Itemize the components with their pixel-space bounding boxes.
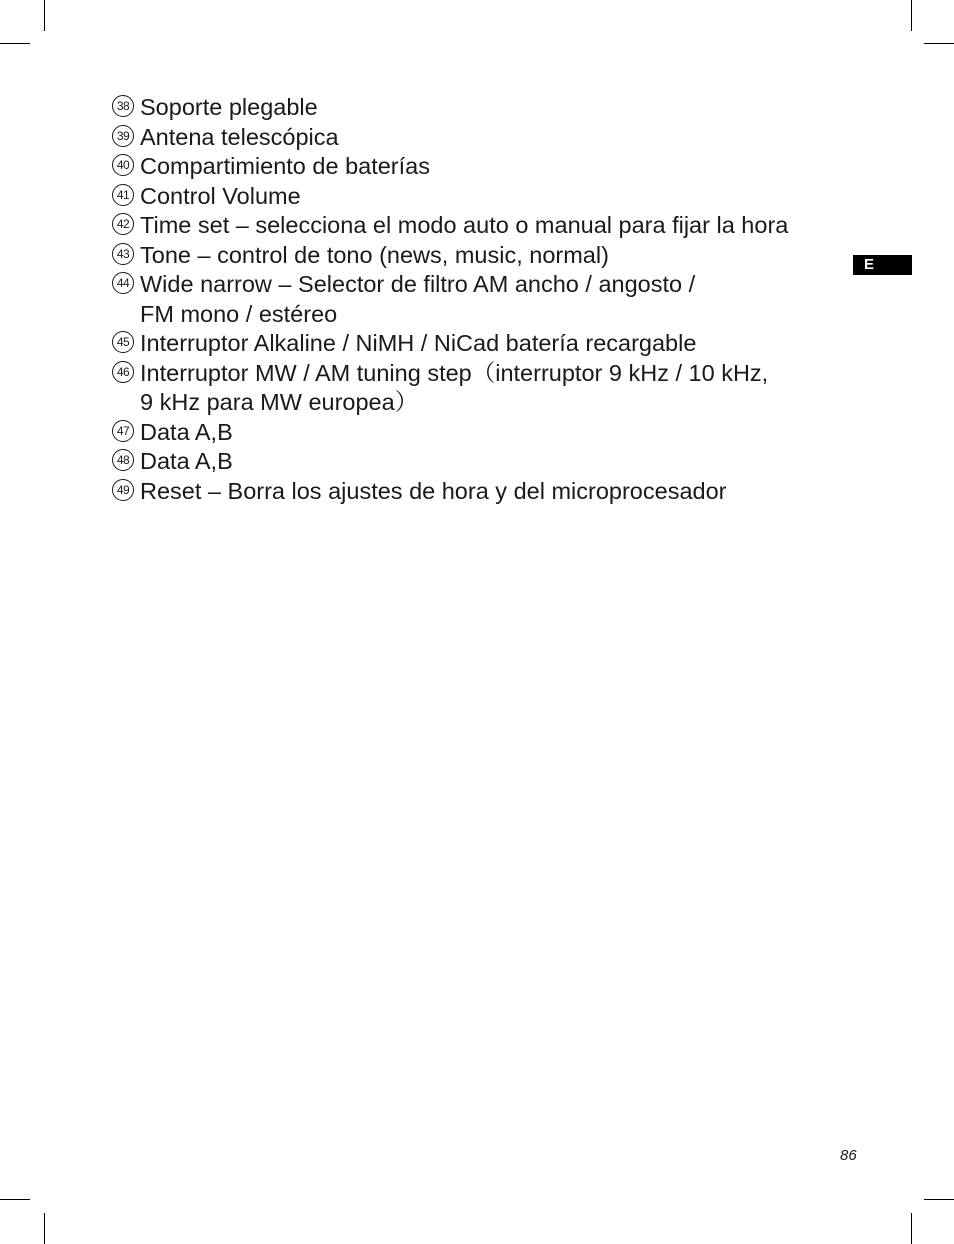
crop-mark-bottom-left-vertical (44, 1213, 45, 1244)
item-text-line: Interruptor MW / AM tuning step（interruptor 9 kHz / 10 kHz, (140, 359, 769, 386)
item-number-badge: 42 (112, 213, 134, 235)
item-number-badge: 49 (112, 479, 134, 501)
crop-mark-bottom-right-horizontal (924, 1199, 954, 1200)
list-item (112, 152, 852, 182)
list-item (112, 211, 852, 241)
item-text (140, 152, 852, 182)
item-text-line: Reset – Borra los ajustes de hora y del microprocesador (140, 477, 727, 504)
list-item (112, 270, 852, 329)
item-text-line: Soporte plegable (140, 94, 318, 120)
list-item (112, 123, 852, 153)
item-text-line: Data A,B (140, 448, 233, 474)
item-text-line: 9 kHz para MW europea） (140, 389, 419, 415)
list-item (112, 418, 852, 448)
item-text-line: Compartimiento de baterías (140, 153, 430, 179)
crop-mark-top-left-vertical (44, 0, 45, 31)
item-text (140, 241, 852, 271)
parts-list (112, 93, 852, 506)
item-number-badge: 48 (112, 449, 134, 471)
item-text-line: Tone – control de tono (news, music, normal) (140, 241, 609, 268)
item-number-badge: 44 (112, 272, 134, 294)
item-number-badge: 41 (112, 184, 134, 206)
item-number-badge: 47 (112, 420, 134, 442)
crop-mark-bottom-left-horizontal (0, 1199, 30, 1200)
language-tab: E (853, 255, 912, 275)
crop-mark-top-left-horizontal (0, 43, 30, 44)
list-item (112, 93, 852, 123)
crop-mark-bottom-right-vertical (911, 1213, 912, 1244)
item-text-line: Control Volume (140, 182, 301, 209)
item-text-line: FM mono / estéreo (140, 300, 338, 327)
list-item (112, 241, 852, 271)
list-item (112, 447, 852, 477)
item-text (140, 182, 852, 212)
list-item (112, 182, 852, 212)
item-text (140, 329, 852, 359)
item-number-badge: 38 (112, 95, 134, 117)
item-text-line: Time set – selecciona el modo auto o manual para fijar la hora (140, 212, 789, 238)
item-number-badge: 40 (112, 154, 134, 176)
item-number-badge: 43 (112, 243, 134, 265)
item-text-line: Data A,B (140, 418, 233, 445)
item-text (140, 270, 852, 329)
item-text (140, 447, 852, 477)
item-text-line: Interruptor Alkaline / NiMH / NiCad batería recargable (140, 330, 697, 356)
item-text (140, 477, 852, 507)
page-number: 86 (840, 1147, 857, 1164)
item-text-line: Antena telescópica (140, 123, 339, 150)
item-text-line: Wide narrow – Selector de filtro AM ancho / angosto / (140, 271, 696, 297)
item-text (140, 93, 852, 123)
item-number-badge: 45 (112, 331, 134, 353)
list-item (112, 329, 852, 359)
item-text (140, 359, 852, 418)
list-item (112, 477, 852, 507)
crop-mark-top-right-horizontal (924, 43, 954, 44)
item-text (140, 418, 852, 448)
item-number-badge: 39 (112, 125, 134, 147)
crop-mark-top-right-vertical (911, 0, 912, 31)
item-text (140, 123, 852, 153)
list-item (112, 359, 852, 418)
item-number-badge: 46 (112, 361, 134, 383)
item-text (140, 211, 852, 241)
